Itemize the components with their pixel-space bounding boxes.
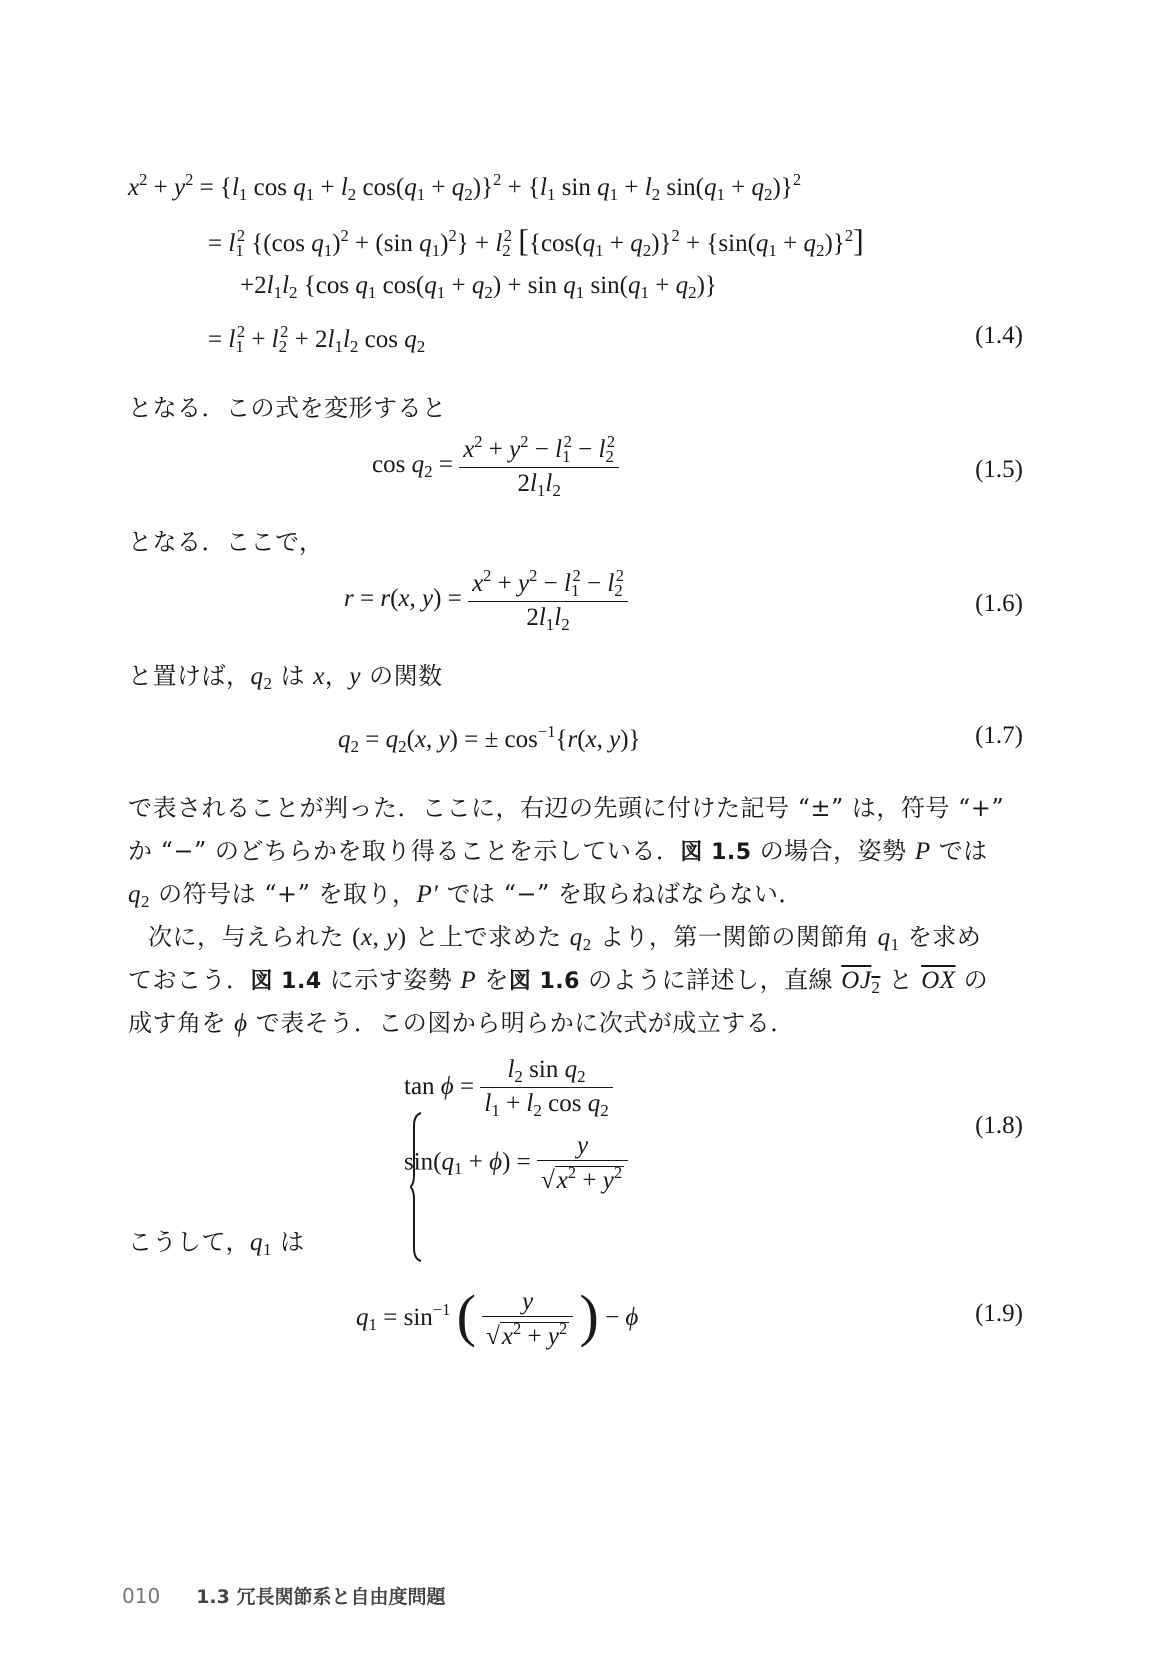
section-title: 1.3 冗長関節系と自由度問題 [196, 1586, 446, 1608]
eq-1-4-line-3: $+2l_1l_2$ {cos $q_1$ $\cos(q_1 + q_2) + \sin q_1$ $\sin(q_1 + q_2)$} [240, 272, 717, 302]
eq-1-4-line-1: $x^2 + y^2 = \{l_1$ $\cos q_1 + l_2$ $\cos(q_1 + q_2)\}^2 + \{l_1$ $\sin q_1 + l_2$ $\sin(q_1 + q_2)\}^2$ [128, 170, 802, 204]
equation-number-1-9: (1.9) [975, 1300, 1023, 1327]
page-footer [122, 1582, 445, 1609]
eq-1-8-row-2: $\sin(q_1 + \phi)$ = $\frac{y}{√x^2 + y^2}$ [404, 1132, 628, 1195]
paragraph-5-line-2: ておこう．図 1.4 に示す姿勢 P を図 1.6 のように詳述し，直線 $OJ_2$ と $\overline{OX}$ の [128, 966, 989, 997]
paragraph-4-line-2: か “−” のどちらかを取り得ることを示している．図 1.5 の場合，姿勢 P では [128, 837, 988, 865]
p5-l1-c: より，第一関節の関節角 [599, 923, 870, 951]
p4-l2-c: では [938, 837, 988, 865]
p6-a: こうして， [128, 1228, 251, 1256]
paragraph-5-line-3: 成す角を ϕ で表そう．この図から明らかに次式が成立する． [128, 1009, 795, 1037]
p3-text-b: は [280, 662, 306, 690]
eq-1-4-line-2: = $l_1^2$ {(cos $q_1)^2 + (\sin$ $q_1)^2\} + l_2^2$ $[\{\cos(q_1 + q_2)\}^2 + \{\sin(q_1 + q_2)\}^2]$ [208, 222, 864, 260]
paragraph-2: となる．ここで， [128, 528, 324, 556]
eq-1-5: $\cos q_2$ = $\frac{x^2 + y^2 - l_1^2 - l_2^2}{2l_1l_2}$ [372, 432, 619, 501]
p4-l3-b: では “−” を取らねばならない． [446, 880, 803, 908]
paragraph-1: となる．この式を変形すると [128, 394, 447, 422]
p6-b: は [280, 1228, 305, 1256]
p5-l1-b: と上で求めた [414, 923, 562, 951]
equation-number-1-6: (1.6) [975, 590, 1023, 617]
eq-1-7: $q_2 = q_2(x$, y) = ± $\cos^{-1}\{r(x$, y)} [338, 722, 641, 756]
equation-number-1-5: (1.5) [975, 456, 1023, 483]
paragraph-4-line-1: で表されることが判った．ここに，右辺の先頭に付けた記号 “±” は，符号 “+” [128, 794, 1005, 822]
eq-1-4-line-4: = $l_1^2 + l_2^2 + 2l_1l_2$ $\cos q_2$ [208, 322, 426, 356]
p4-l2-b: の場合，姿勢 [759, 837, 907, 865]
p5-l2-a: ておこう． [128, 966, 251, 994]
p5-l2-b: に示す姿勢 [329, 966, 453, 994]
equation-number-1-4: (1.4) [975, 322, 1023, 349]
p5-l2-f: の [963, 966, 989, 994]
p4-l2-a: か “−” のどちらかを取り得ることを示している． [128, 837, 681, 865]
figure-ref-1-6[interactable]: 図 1.6 [508, 969, 580, 994]
p5-l1-d: を求め [907, 923, 982, 951]
p3-text-d: の関数 [369, 662, 443, 690]
p3-text-a: と置けば， [128, 662, 251, 690]
p3-text-c: ， [324, 662, 350, 690]
figure-ref-1-5[interactable]: 図 1.5 [680, 840, 752, 865]
paragraph-3: と置けば，$q_2$ は x，y の関数 [128, 662, 443, 693]
p5-l2-c: を [484, 966, 509, 994]
p4-l3-a: の符号は “+” を取り， [158, 880, 417, 908]
paragraph-5-line-1: 次に，与えられた (x, y) と上で求めた $q_2$ より，第一関節の関節角 $q_1$ を求め [148, 923, 982, 954]
eq-1-8-row-1: tan ϕ = $\frac{l_2 \sin q_2}{l_1 + l_2 \cos q_2}$ [404, 1056, 613, 1121]
paragraph-6: こうして，$q_1$ は [128, 1228, 305, 1259]
p5-l2-d: のように詳述し，直線 [588, 966, 834, 994]
p5-l3-b: で表そう．この図から明らかに次式が成立する． [255, 1009, 795, 1037]
p5-l3-a: 成す角を [128, 1009, 226, 1037]
equation-number-1-8: (1.8) [975, 1112, 1023, 1139]
page-number: 010 [122, 1584, 161, 1608]
eq-1-9: $q_1 = \sin^{-1}$ ( $\frac{y}{√x^2 + y^2}$ ) − ϕ [356, 1283, 639, 1350]
figure-ref-1-4[interactable]: 図 1.4 [250, 969, 322, 994]
p5-l1-a: 次に，与えられた [148, 923, 344, 951]
paragraph-4-line-3: $q_2$ の符号は “+” を取り，P′ では “−” を取らねばならない． [128, 880, 803, 911]
equation-number-1-7: (1.7) [975, 722, 1023, 749]
p5-l2-e: と [888, 966, 914, 994]
eq-1-6: r = r(x, y) = $\frac{x^2 + y^2 - l_1^2 - l_2^2}{2l_1l_2}$ [344, 566, 628, 635]
